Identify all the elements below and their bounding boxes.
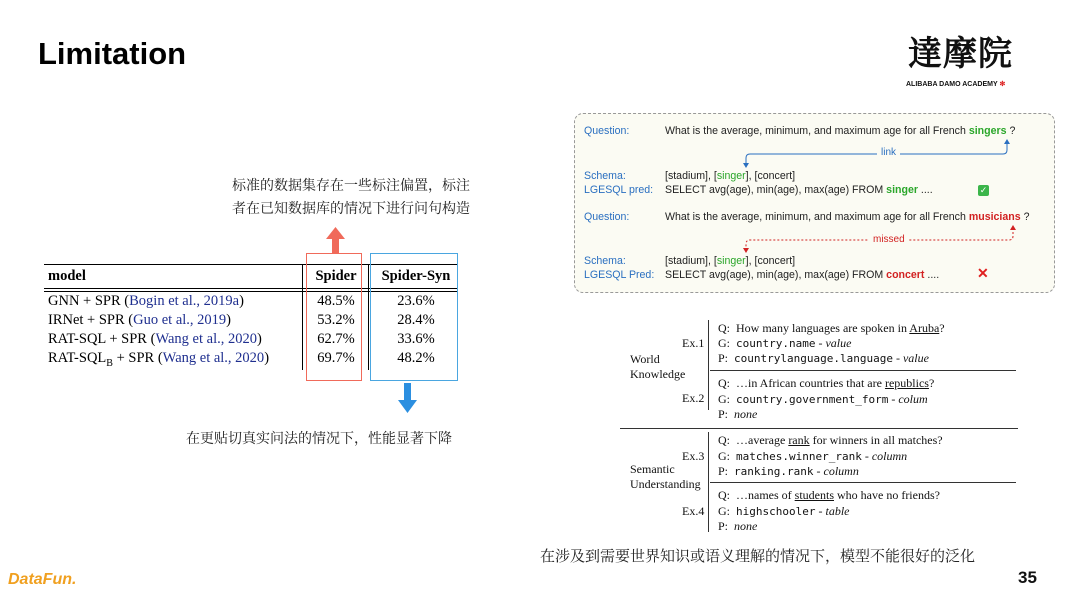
question-text: What is the average, minimum, and maximum age for all French musicians ? (665, 211, 1030, 223)
page-number: 35 (1018, 568, 1037, 587)
logo-chinese-text: 達摩院 (908, 34, 1013, 74)
prediction-label: LGESQL pred: (584, 184, 654, 196)
spider-syn-highlight-box (370, 253, 458, 381)
question-label: Question: (584, 211, 630, 223)
example-tag: Ex.4 (682, 504, 705, 518)
category-label: World (630, 352, 660, 366)
link-label: link (877, 147, 900, 158)
category-label: Understanding (630, 477, 701, 491)
example-tag: Ex.3 (682, 449, 705, 463)
error-examples-table (616, 314, 1026, 536)
example-tag: Ex.2 (682, 391, 705, 405)
prediction-label: LGESQL Pred: (584, 269, 655, 281)
example-gold: G: country.name - value (718, 336, 852, 350)
example-prediction: P: countrylanguage.language - value (718, 351, 929, 365)
example-question: Q: …in African countries that are republics? (718, 376, 935, 390)
missed-label: missed (869, 234, 909, 245)
spider-highlight-box (306, 253, 362, 381)
example-gold: G: highschooler - table (718, 504, 850, 518)
annotation-bias-note: 标准的数据集存在一些标注偏置，标注 者在已知数据库的情况下进行问句构造 (232, 178, 470, 217)
up-arrow-icon (326, 227, 345, 253)
performance-drop-note: 在更贴切真实问法的情况下，性能显著下降 (186, 431, 452, 447)
logo-english-text: ALIBABA DAMO ACADEMY ✻ (906, 81, 1006, 88)
prediction-text: SELECT avg(age), min(age), max(age) FROM concert .... (665, 269, 940, 281)
example-prediction: P: none (718, 519, 758, 533)
schema-linking-example-panel (574, 113, 1055, 293)
example-question: Q: …average rank for winners in all matches? (718, 433, 943, 447)
datafun-logo: DataFun. (8, 571, 77, 588)
question-label: Question: (584, 125, 630, 137)
category-label: Knowledge (630, 367, 686, 381)
example-tag: Ex.1 (682, 336, 705, 350)
slide-title: Limitation (38, 36, 187, 71)
check-icon: ✓ (979, 185, 988, 195)
down-arrow-icon (398, 383, 417, 413)
example-gold: G: matches.winner_rank - column (718, 449, 908, 463)
category-label: Semantic (630, 462, 675, 476)
generalization-note: 在涉及到需要世界知识或语义理解的情况下，模型不能很好的泛化 (540, 547, 976, 565)
question-text: What is the average, minimum, and maximum age for all French singers ? (665, 125, 1016, 137)
example-question: Q: How many languages are spoken in Aruba? (718, 321, 945, 335)
example-gold: G: country.government_form - colum (718, 392, 928, 406)
schema-label: Schema: (584, 170, 626, 182)
schema-label: Schema: (584, 255, 626, 267)
example-question: Q: …names of students who have no friends? (718, 488, 940, 502)
schema-text: [stadium], [singer], [concert] (665, 170, 796, 182)
example-prediction: P: ranking.rank - column (718, 464, 859, 478)
cross-icon: ✕ (977, 265, 989, 281)
prediction-text: SELECT avg(age), min(age), max(age) FROM singer .... (665, 184, 933, 196)
example-prediction: P: none (718, 407, 758, 421)
schema-text: [stadium], [singer], [concert] (665, 255, 796, 267)
